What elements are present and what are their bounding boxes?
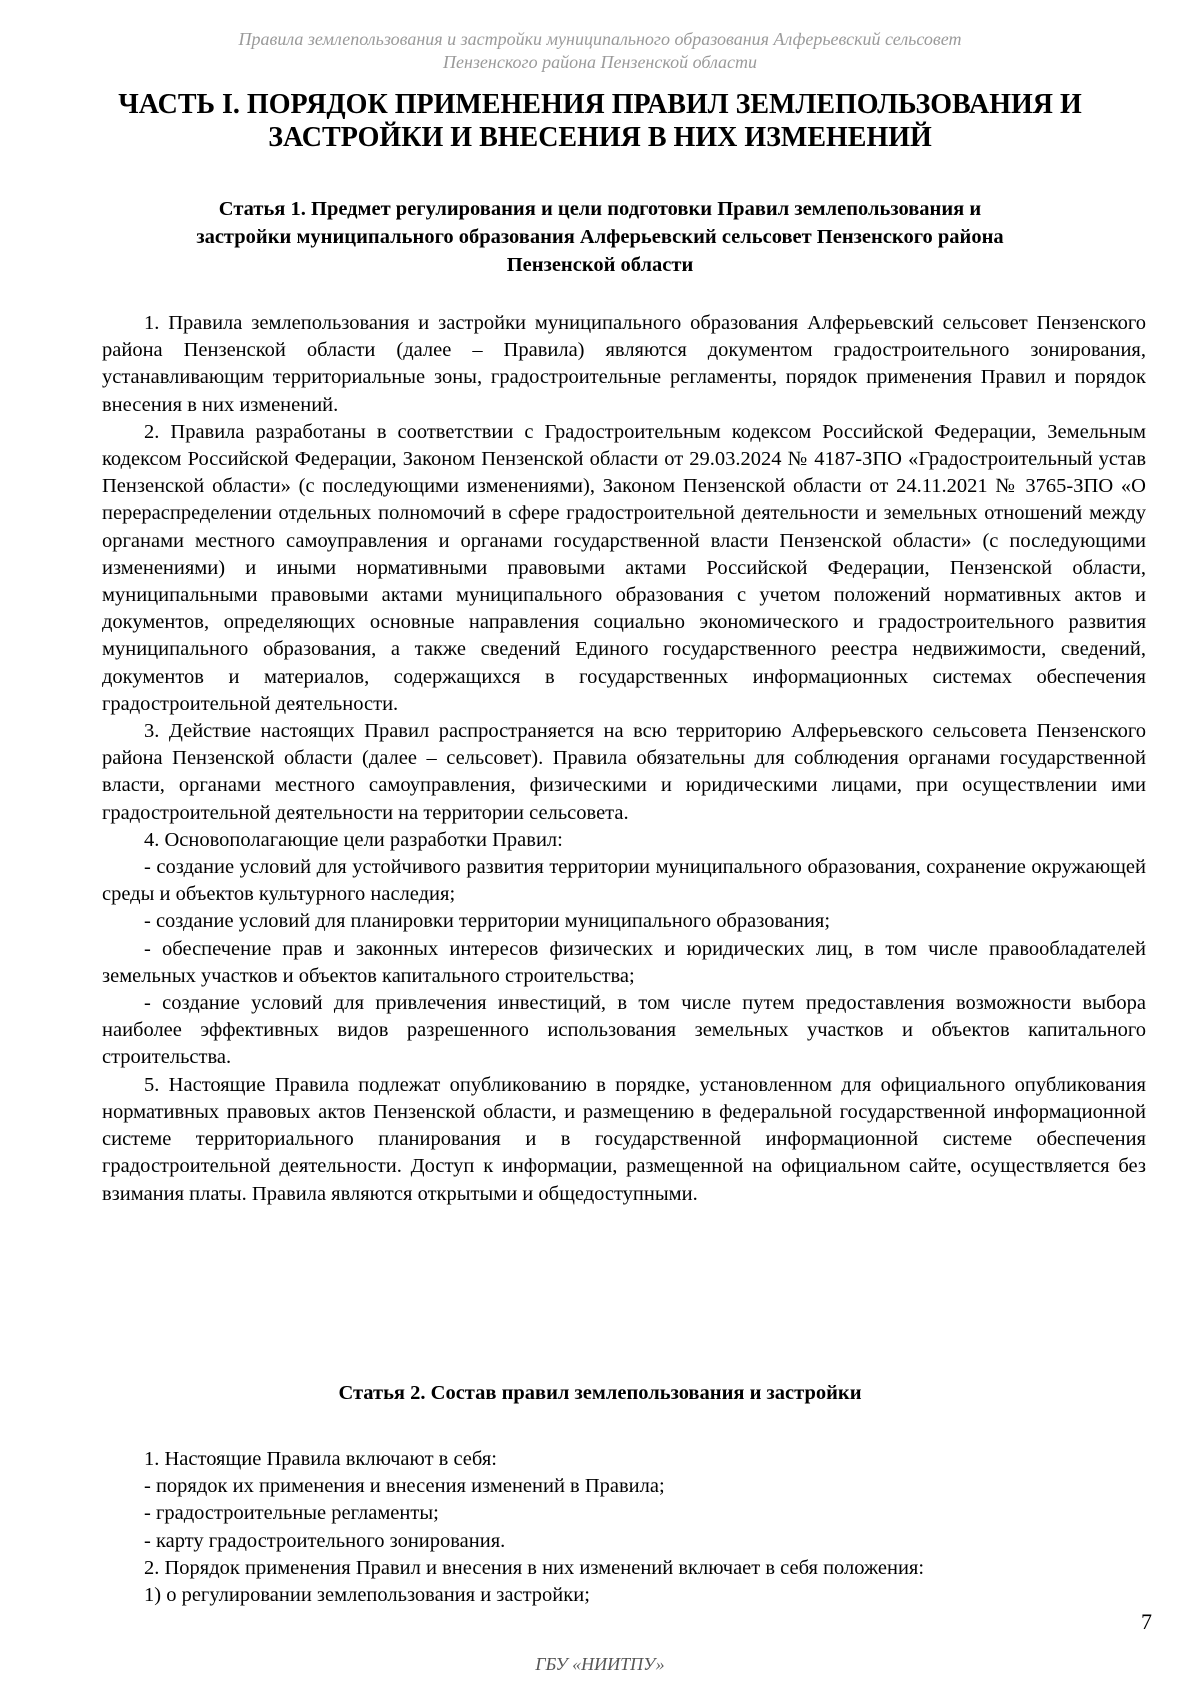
article-1-goal-item-1: - создание условий для устойчивого развития территории муниципального образования, сохранение окружающей среды и объектов культурного наследия;: [102, 856, 1146, 906]
article-2-line-2: - порядок их применения и внесения изменений в Правила;: [144, 1475, 665, 1498]
page-number: 7: [1141, 1609, 1152, 1634]
article-2-title: Статья 2. Состав правил землепользования и застройки: [338, 1382, 862, 1404]
article-1-title-line-3: Пензенской области: [506, 254, 694, 276]
article-1-title-line-1: Статья 1. Предмет регулирования и цели подготовки Правил землепользования и: [218, 198, 982, 220]
part-title: [100, 88, 1100, 154]
article-1-paragraph-2: 2. Правила разработаны в соответствии с Градостроительным кодексом Российской Федерации, Земельным кодексом Российской Федерации, Законом Пензенской области от 29.03.2024 № 4187-ЗПО «Градостроительный устав Пензенской области» (с последующими изменениями), Законом Пензенской области от 24.11.2021 № 3765-ЗПО «О перераспределении отдельных полномочий в сфере градостроительной деятельности и земельных отношений между органами местного самоуправления и органами государственной власти Пензенской области» (с последующими изменениями) и иными нормативными правовыми актами Российской Федерации, Пензенской области, муниципальными правовыми актами муниципального образования с учетом положений нормативных актов и документов, определяющих основные направления социально экономического и градостроительного развития муниципального образования, а также сведений Единого государственного реестра недвижимости, сведений, документов и материалов, содержащихся в государственных информационных системах обеспечения градостроительной деятельности.: [102, 420, 1146, 715]
running-header: [150, 28, 1050, 74]
article-1-goal-item-4: - создание условий для привлечения инвестиций, в том числе путем предоставления возможности выбора наиболее эффективных видов разрешенного использования земельных участков и объектов капитального строительства.: [102, 992, 1146, 1069]
part-title-line-2: ЗАСТРОЙКИ И ВНЕСЕНИЯ В НИХ ИЗМЕНЕНИЙ: [268, 122, 932, 153]
article-1-paragraph-3: 3. Действие настоящих Правил распространяется на всю территорию Алферьевского сельсовета Пензенского района Пензенской области (далее – сельсовет). Правила обязательны для соблюдения органами государственной власти, органами местного самоуправления, физическими и юридическими лицами, при осуществлении ими градостроительной деятельности на территории сельсовета.: [102, 720, 1146, 824]
article-1-title: [102, 195, 1098, 279]
article-2-body: [102, 1446, 1146, 1609]
article-1-body: [102, 310, 1146, 1208]
article-2-line-5: 2. Порядок применения Правил и внесения в них изменений включает в себя положения:: [144, 1556, 925, 1579]
article-1-paragraph-4: 4. Основополагающие цели разработки Правил:: [144, 828, 563, 851]
part-title-line-1: ЧАСТЬ I. ПОРЯДОК ПРИМЕНЕНИЯ ПРАВИЛ ЗЕМЛЕПОЛЬЗОВАНИЯ И: [118, 89, 1082, 120]
article-1-paragraph-5: 5. Настоящие Правила подлежат опубликованию в порядке, установленном для официального опубликования нормативных правовых актов Пензенской области, и размещению в федеральной государственной информационной системе территориального планирования и в государственной информационной системе обеспечения градостроительной деятельности. Доступ к информации, размещенной на официальном сайте, осуществляется без взимания платы. Правила являются открытыми и общедоступными.: [102, 1073, 1146, 1205]
article-2-line-1: 1. Настоящие Правила включают в себя:: [144, 1448, 497, 1470]
article-1-goal-item-2: - создание условий для планировки территории муниципального образования;: [144, 910, 831, 933]
article-1-title-line-2: застройки муниципального образования Алферьевский сельсовет Пензенского района: [196, 226, 1004, 248]
article-2-line-4: - карту градостроительного зонирования.: [144, 1529, 506, 1552]
article-1-goal-item-3: - обеспечение прав и законных интересов физических и юридических лиц, в том числе правообладателей земельных участков и объектов капитального строительства;: [102, 937, 1146, 987]
running-header-line-2: Пензенского района Пензенской области: [442, 52, 758, 72]
article-2-line-6: 1) о регулировании землепользования и застройки;: [144, 1584, 590, 1607]
article-1-paragraph-1: 1. Правила землепользования и застройки муниципального образования Алферьевский сельсовет Пензенского района Пензенской области (далее – Правила) являются документом градостроительного зонирования, устанавливающим территориальные зоны, градостроительные регламенты, порядок применения Правил и порядок внесения в них изменений.: [102, 312, 1146, 416]
running-footer: ГБУ «НИИТПУ»: [535, 1654, 665, 1674]
running-header-line-1: Правила землепользования и застройки муниципального образования Алферьевский сельсовет: [238, 29, 962, 49]
article-2-line-3: - градостроительные регламенты;: [144, 1502, 439, 1525]
